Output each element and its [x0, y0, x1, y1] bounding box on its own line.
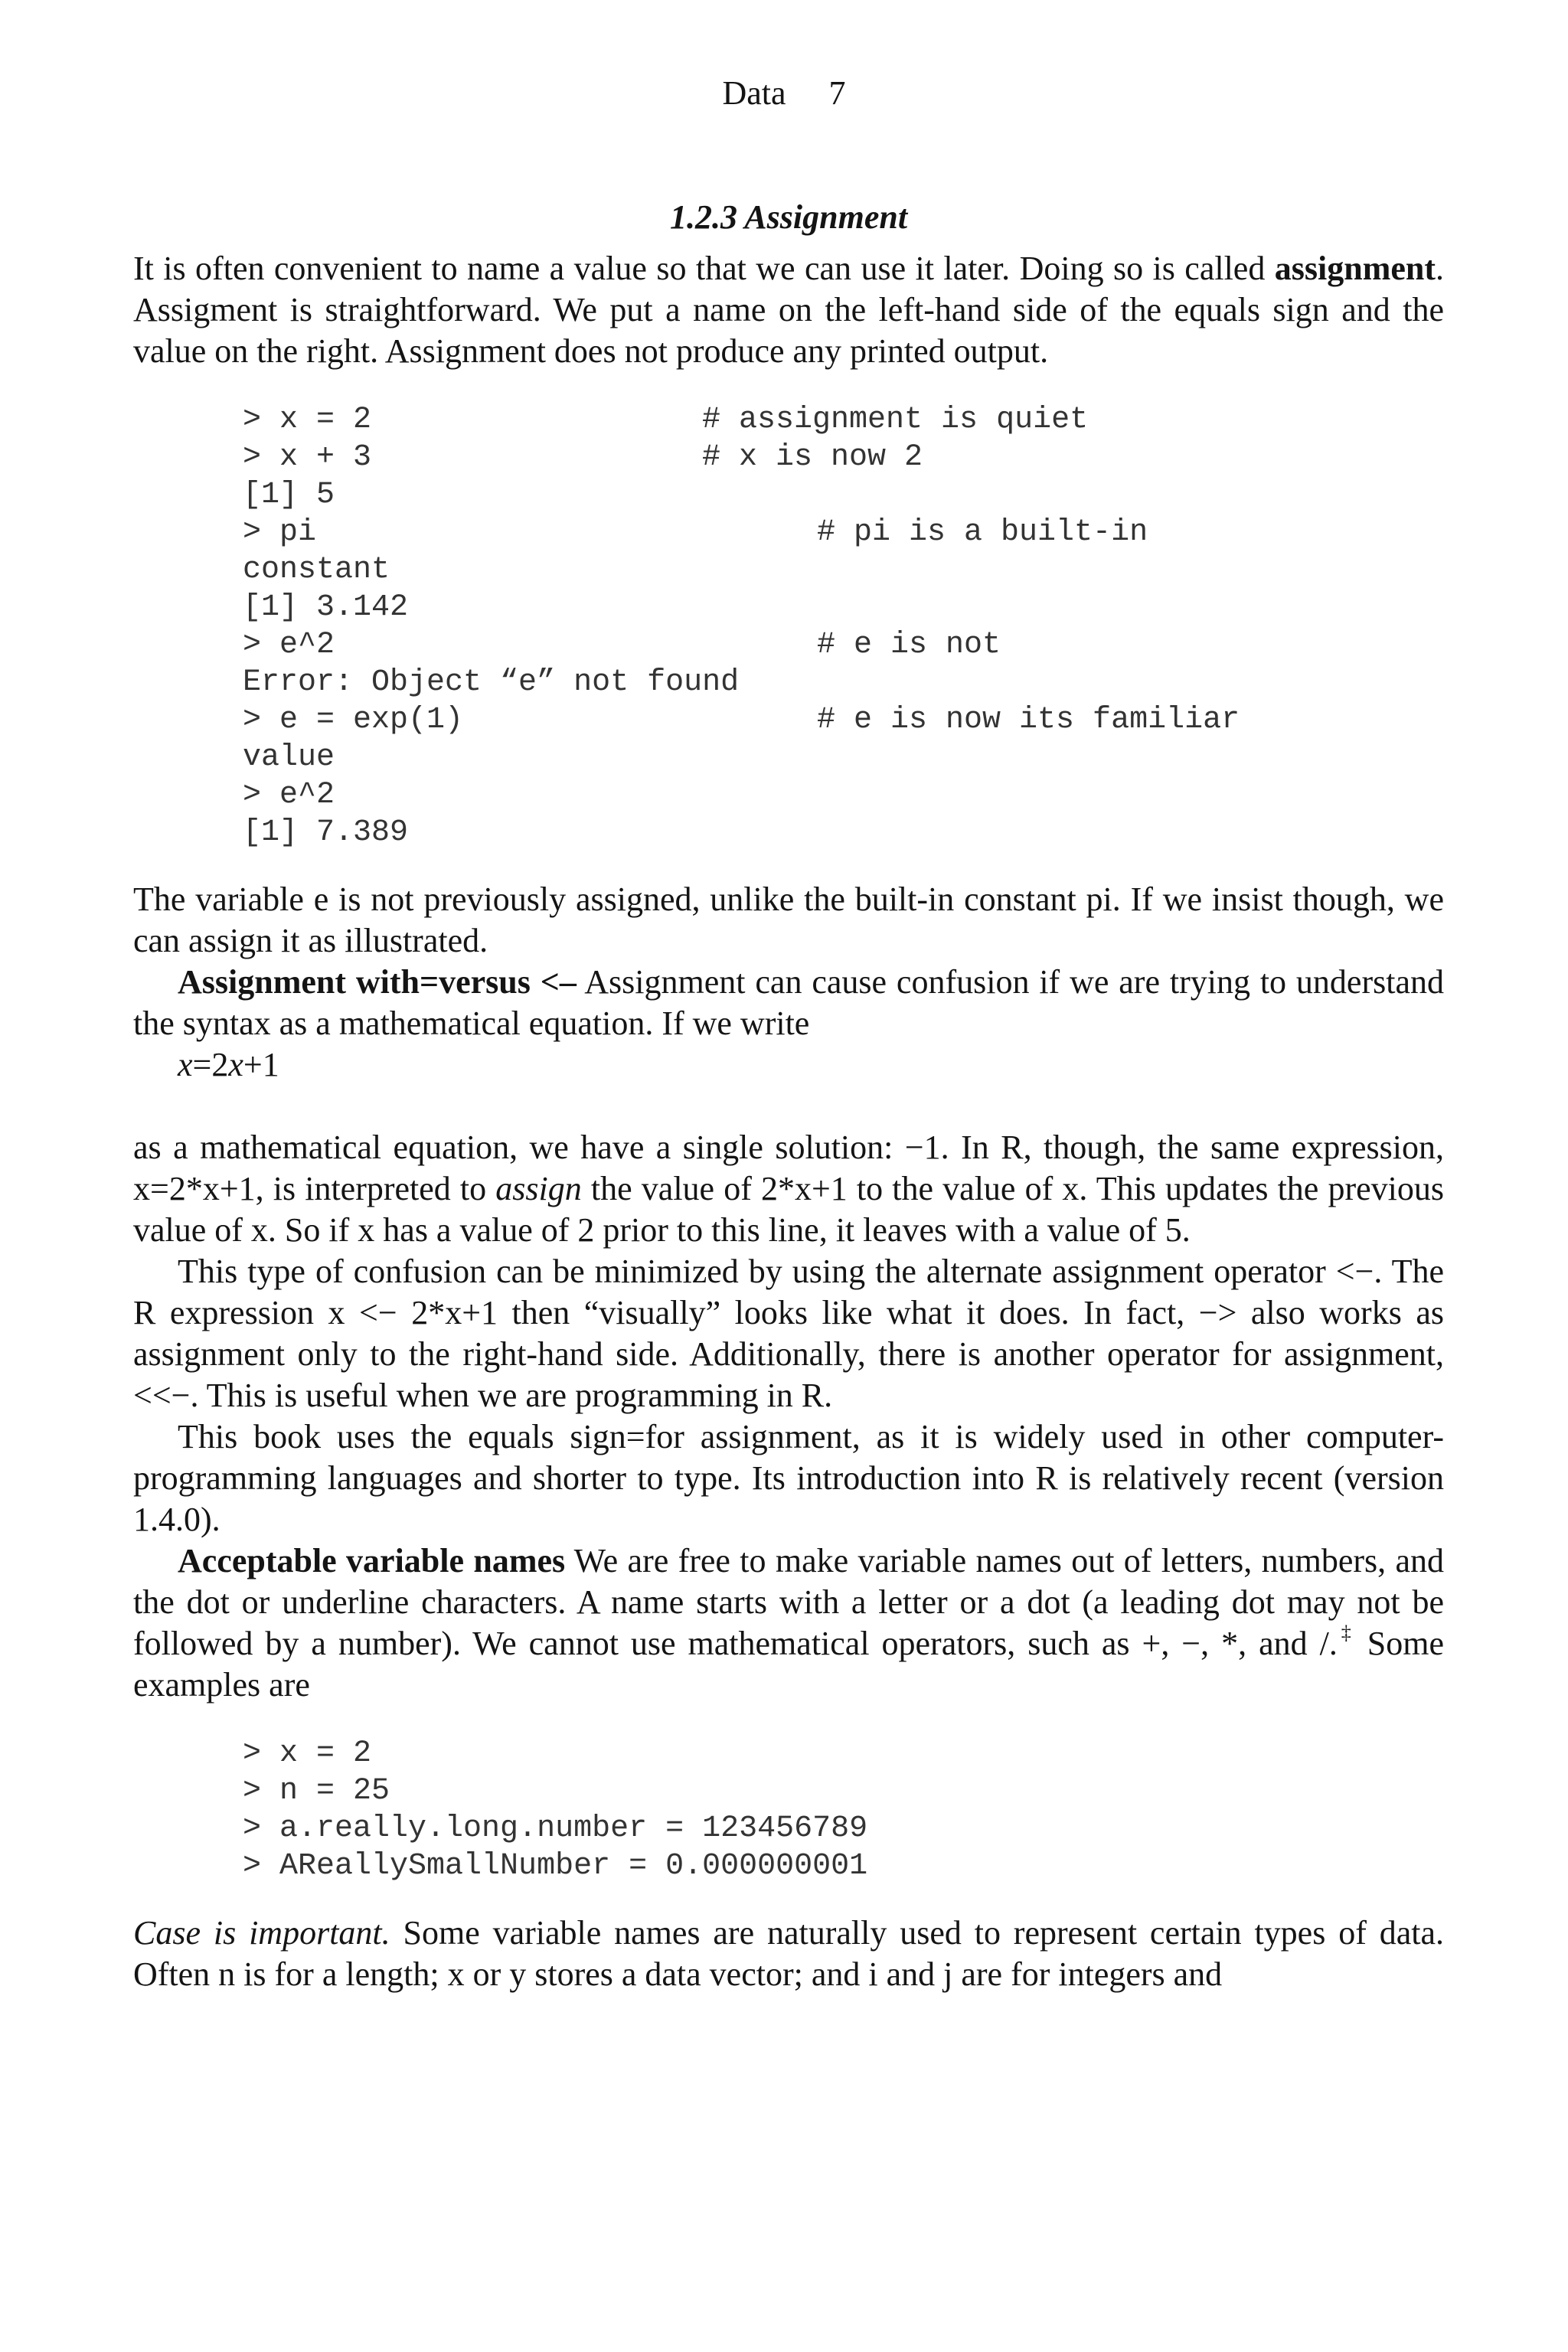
section-heading: 1.2.3 Assignment	[669, 198, 908, 236]
code-line	[243, 664, 1444, 701]
italic-term: assign	[495, 1170, 582, 1207]
equation-part: =2	[192, 1046, 229, 1083]
code-line: > AReallySmallNumber = 0.000000001	[243, 1849, 868, 1883]
code-line	[243, 439, 1444, 476]
footnote-marker: ‡	[1337, 1622, 1355, 1645]
paragraph-alternate-operator: This type of confusion can be minimized by using the alternate assignment operator <−. The R expression x <− 2*x+1 then “visually” looks like what it does. In fact, −> also works as assignment only to the right-hand side. Additionally, there is another operator for assignment, <<−. This is useful when we are programming in R.	[133, 1253, 1444, 1414]
code-line	[243, 626, 1444, 664]
code-line	[243, 589, 1444, 626]
code-comment: # e is not	[817, 628, 1001, 662]
code-text: > x = 2	[243, 403, 372, 437]
text-run: . Assigment is straightforward. We put a name on the left-hand side of the equals sign and the value on the right. Assignment does not produce any printed output.	[133, 250, 1444, 370]
code-line: > n = 25	[243, 1774, 390, 1808]
equation	[178, 1044, 1444, 1086]
code-block-assignment	[243, 401, 1444, 851]
code-text: Error: Object “e” not found	[243, 665, 740, 700]
text-run: Some examples are	[133, 1625, 1445, 1704]
code-comment: # x is now 2	[702, 440, 923, 475]
text-run: as a mathematical equation, we have a single solution: −1. In R, though, the same expression, x=2*x+1, is interpreted to	[133, 1129, 1444, 1207]
code-text: [1] 5	[243, 478, 335, 512]
code-line	[243, 814, 1444, 851]
code-comment: # pi is a built-in	[817, 515, 1148, 550]
paragraph-equals-sign: This book uses the equals sign=for assignment, as it is widely used in other computer-programming languages and shorter to type. Its introduction into R is relatively recent (version 1.4.0).	[133, 1418, 1444, 1538]
paragraph-variable-names	[133, 1540, 1444, 1706]
code-block-variable-names	[243, 1735, 1444, 1885]
code-line	[243, 776, 1444, 814]
equation-var: x	[228, 1046, 243, 1083]
code-text: [1] 3.142	[243, 590, 409, 625]
bold-term: Assignment with=versus <–	[178, 963, 577, 1001]
paragraph-e-variable: The variable e is not previously assigned, unlike the built-in constant pi. If we insist though, we can assign it as illustrated.	[133, 880, 1444, 959]
code-text: > e^2	[243, 628, 335, 662]
text-run: Assignment can cause confusion if we are trying to understand the syntax as a mathematical equation. If we write	[133, 963, 1444, 1042]
equation-part: +1	[243, 1046, 279, 1083]
text-run: We are free to make variable names out of letters, numbers, and the dot or underline characters. A name starts with a letter or a dot (a leading dot may not be followed by a number). We cannot use mathematical operators, such as +, −, *, and /.	[133, 1542, 1444, 1662]
code-line	[243, 476, 1444, 514]
paragraph-intro	[133, 248, 1444, 372]
code-text: value	[243, 740, 335, 775]
paragraph-case-important	[133, 1913, 1444, 1995]
code-line: > x = 2	[243, 1736, 372, 1771]
paragraph-assignment-versus	[133, 962, 1444, 1044]
text-run: It is often convenient to name a value so that we can use it later. Doing so is called	[133, 250, 1275, 287]
bold-term: Acceptable variable names	[178, 1542, 566, 1579]
code-text: > e = exp(1)	[243, 703, 464, 737]
code-line	[243, 514, 1444, 551]
code-comment: # assignment is quiet	[702, 403, 1089, 437]
paragraph-mathematical-equation	[133, 1127, 1444, 1251]
page-body	[133, 194, 1444, 1995]
code-line	[243, 739, 1444, 776]
code-text: > x + 3	[243, 440, 372, 475]
bold-term: assignment	[1274, 250, 1436, 287]
header-section-title: Data	[722, 74, 786, 112]
code-text: [1] 7.389	[243, 815, 409, 850]
text-run: Some variable names are naturally used to represent certain types of data. Often n is for a length; x or y stores a data vector; and i and j are for integers and	[133, 1914, 1444, 1993]
code-comment: # e is now its familiar	[817, 703, 1240, 737]
code-line	[243, 401, 1444, 439]
equation-var: x	[178, 1046, 193, 1083]
page-number: 7	[828, 74, 846, 112]
italic-term: Case is important.	[133, 1914, 390, 1952]
code-text: > pi	[243, 515, 317, 550]
text-run: the value of 2*x+1 to the value of x. This updates the previous value of x. So if x has a value of 2 prior to this line, it leaves with a value of 5.	[133, 1170, 1444, 1249]
code-line	[243, 551, 1444, 589]
code-text: > e^2	[243, 778, 335, 812]
code-line	[243, 701, 1444, 739]
code-text: constant	[243, 553, 390, 587]
code-line: > a.really.long.number = 123456789	[243, 1811, 868, 1846]
running-header	[0, 70, 1568, 116]
